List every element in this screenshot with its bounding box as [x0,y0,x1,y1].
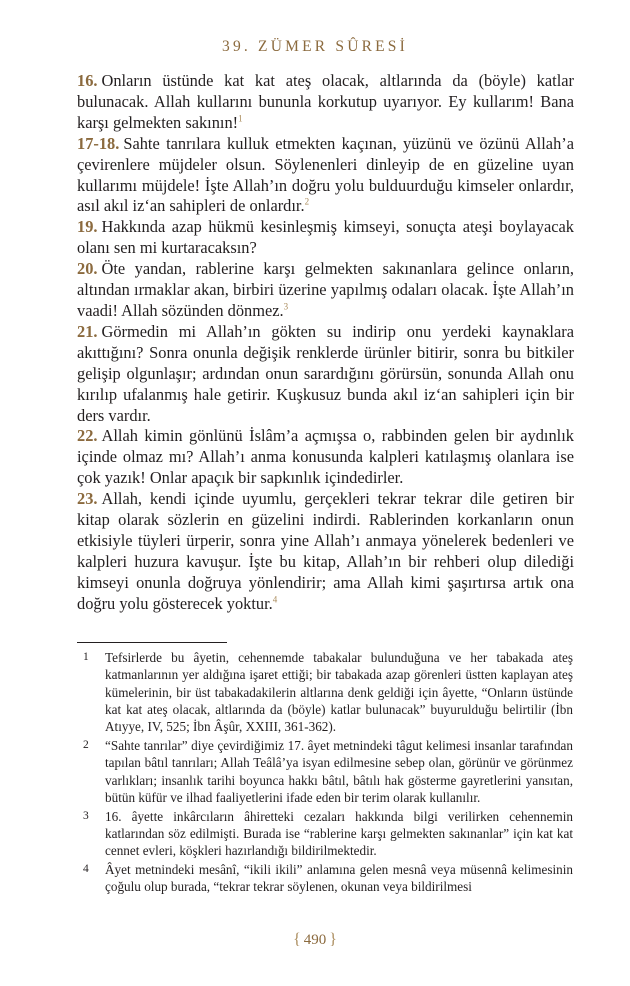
verse-20 [77,259,574,322]
verse-text: Görmedin mi Allah’ın gökten su indirip onu yerdeki kaynaklara akıttığını? Sonra onunla değişik renklerde ürünler bitirir, sonra bu bitkiler gelişip olgunlaşır; ardından onun sarardığını görürsün, sonunda Allah onu kırılıp ufalanmış hale getirir. Kuşkusuz bunda akıl iz‘an sahipleri için bir ders vardır. [77,321,574,425]
footnote-number: 1 [83,651,89,663]
footnote-1 [77,649,573,735]
verse-22 [77,426,574,489]
verse-number: 21. [77,321,98,341]
verse-number: 19. [77,217,98,237]
verse-19 [77,217,574,259]
footnote-ref[interactable]: 4 [272,594,278,605]
page-footer [0,931,630,949]
verse-text: Sahte tanrılara kulluk etmekten kaçınan, yüzünü ve özünü Allah’a çevirenlere müjdeler olsun. Söylenenleri dinleyip de en güzeline uyan kullarımı müjdele! İşte Allah’ın doğru yolu bulduurduğu kimseler onlardır, asıl akıl iz‘an sahipleri de onlardır. [77,133,574,216]
verse-text: Hakkında azap hükmü kesinleşmiş kimseyi, sonuçta ateşi boylayacak olanı sen mi kurtaracaksın? [77,217,574,258]
page-number: 490 [303,932,327,948]
verse-number: 17-18. [77,133,120,153]
verse-number: 20. [77,259,98,279]
verse-number: 16. [77,71,98,90]
footnote-4 [77,861,573,896]
verse-number: 22. [77,426,98,446]
footnote-number: 2 [83,738,89,751]
footnote-text: Âyet metnindeki mesânî, “ikili ikili” anlamına gelen mesnâ veya müsennâ kelimesinin çoğulu olup burada, “tekrar tekrar söylenen, okunan veya bildirilmesi [105,862,573,895]
footnote-ref[interactable]: 2 [304,196,310,207]
footnote-2 [77,737,573,806]
footnotes [77,649,573,897]
ornament-right-icon: } [329,931,337,948]
ornament-left-icon: { [293,931,301,948]
footnote-3 [77,808,573,860]
verse-text: Öte yandan, rablerine karşı gelmekten sakınanlara gelince onların, altından ırmaklar akan, birbiri üzerine yapılmış odaları olacak. İşte Allah’ın vaadi! Allah sözünden dönmez. [77,259,574,320]
footnote-text: Tefsirlerde bu âyetin, cehennemde tabakalar bulunduğuna ve her tabakada ateş katmanlarının yer aldığına işaret ettiği; bir tabakada azap görenleri üstten kaplayan ateş kümelerinin, bir üst tabakadakilerin altlarına denk geldiği için âyette, “Onların üstünde kat kat ateş olacak, altlarında da (böyle) katlar bulunacak” buyurulduğu belirtilir (İbn Atıyye, IV, 525; İbn Âşûr, XXIII, 361-362). [105,650,573,735]
verse-text: Allah, kendi içinde uyumlu, gerçekleri tekrar tekrar dile getiren bir kitap olarak sözlerin en güzelini indirdi. Rablerinden korkanların onun etkisiyle tüyleri ürperir, sonra yine Allah’ı anmaya yönelerek bedenleri ve kalpleri huzura kavuşur. İşte bu kitap, Allah’ın bir rehberi olup dilediği kimseyi onunla doğruya yönlendirir; ama Allah kimi şaşırtırsa artık ona doğru yolu gösterecek yoktur. [77,489,574,613]
footnote-text: “Sahte tanrılar” diye çevirdiğimiz 17. âyet metnindeki tâgut kelimesi insanlar tarafından tapılan bâtıl tanrıları; Allah Teâlâ’ya isyan edilmesine sebep olan, görünür ve görünmez varlıkları; insanlık tarihi boyunca hakkı bâtıl, bâtılı hak gösterme gayretlerini yansıtan, bütün küfür ve ilhad faaliyetlerini ifade eden bir terim olarak kullanılır. [105,737,573,805]
footnote-text: 16. âyette inkârcıların âhiretteki cezaları hakkında bilgi verilirken cehennemin katlarından söz edilmişti. Burada ise “rablerine karşı gelmekten sakınanlar” için kat kat cennet evleri, köşkleri hazırlandığı bildirilmektedir. [105,808,573,859]
verse-body [77,71,574,615]
verse-text: Allah kimin gönlünü İslâm’a açmışsa o, rabbinden gelen bir aydınlık içinde olmaz mı? Allah’ı anma konusunda kalpleri katılaşmış olanlara ise çok yazık! Onlar apaçık bir sapkınlık içindedirler. [77,426,574,488]
footnote-ref[interactable]: 3 [283,301,289,312]
verse-17-18 [77,134,574,218]
verse-21 [77,322,574,427]
verse-16 [77,71,574,134]
verse-text: Onların üstünde kat kat ateş olacak, altlarında da (böyle) katlar bulunacak. Allah kullarını bununla korkutup uyarıyor. Ey kullarım! Bana karşı gelmekten sakının! [77,71,574,132]
footnote-ref[interactable]: 1 [238,113,243,124]
footnote-divider [77,642,227,643]
running-header: 39. ZÜMER SÛRESİ [222,38,408,55]
verse-23 [77,489,574,614]
verse-number: 23. [77,489,98,509]
footnote-number: 4 [83,863,89,876]
footnote-number: 3 [83,809,89,822]
